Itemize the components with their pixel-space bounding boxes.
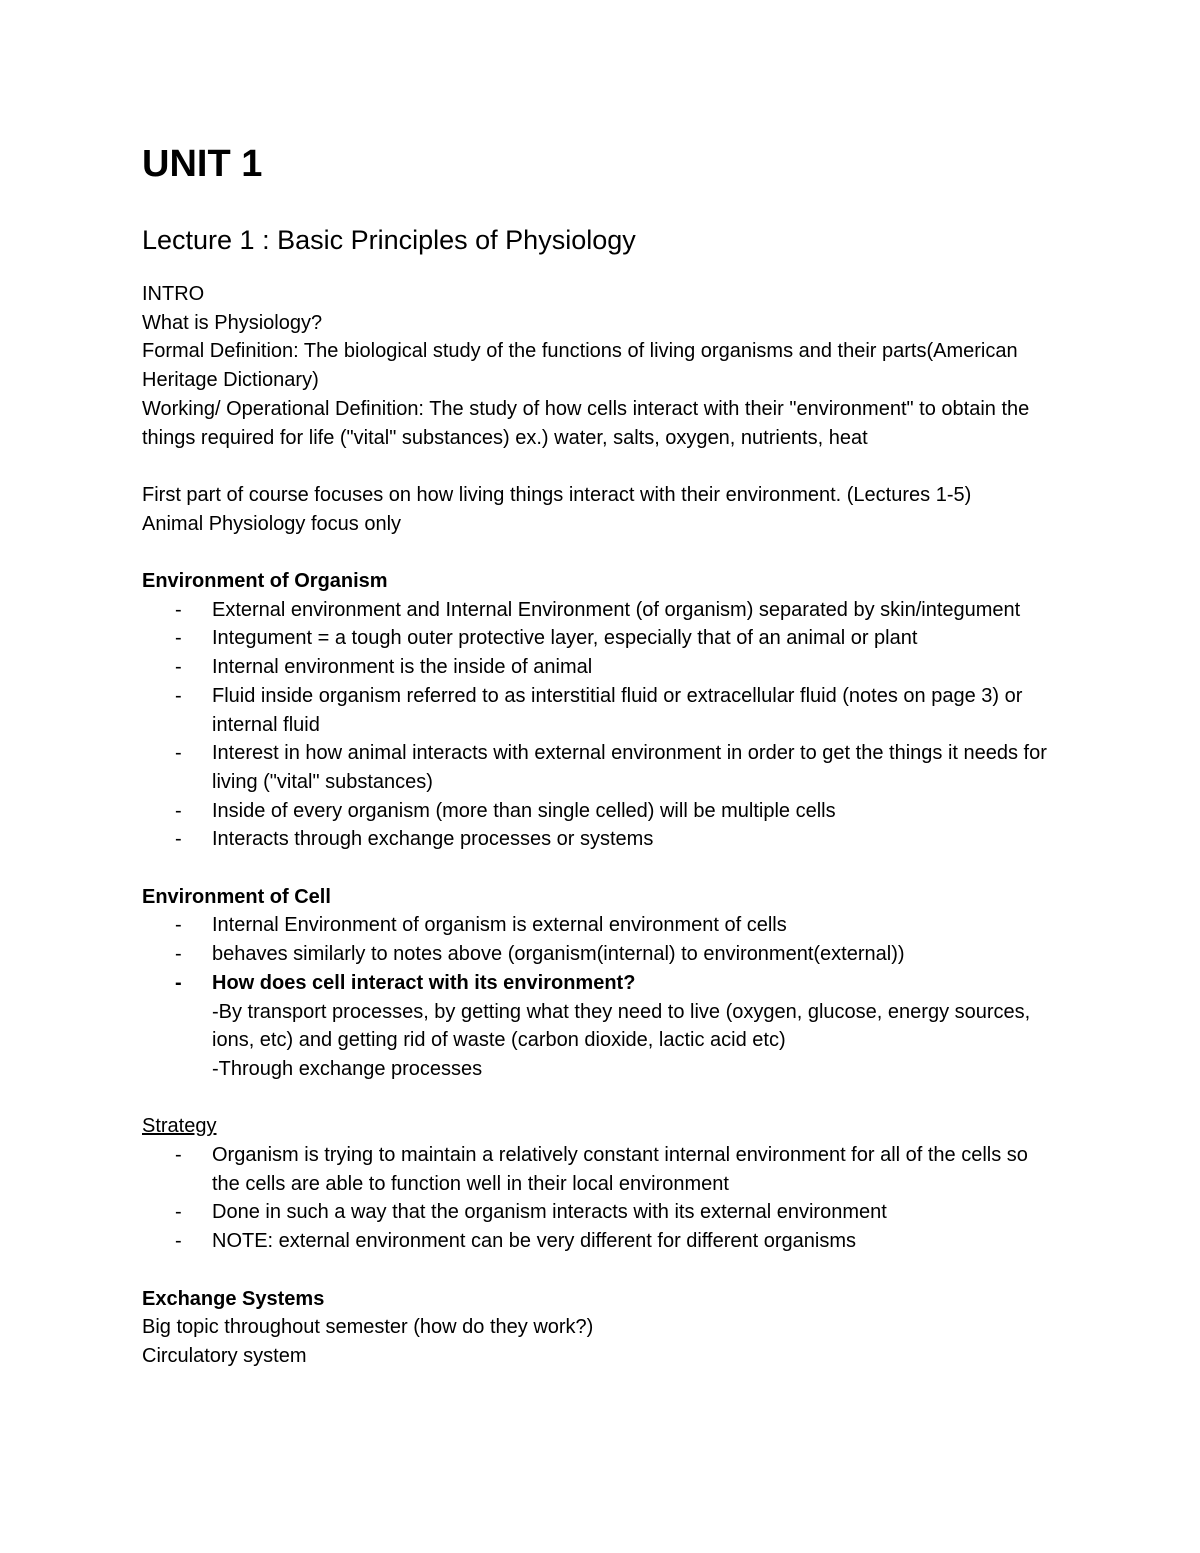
- list-item-text: Fluid inside organism referred to as interstitial fluid or extracellular fluid (notes on page 3) or internal fluid: [212, 684, 1023, 736]
- environment-organism-section: [142, 567, 1052, 854]
- list-item: [142, 911, 1052, 940]
- dash-bullet: -: [175, 943, 182, 966]
- dash-bullet: -: [175, 914, 182, 937]
- formal-definition: Formal Definition: The biological study of the functions of living organisms and their parts(American Heritage Dictionary): [142, 340, 1018, 392]
- section-heading: Strategy: [142, 1115, 217, 1138]
- list-item-question: [142, 969, 1052, 1084]
- body-line: Circulatory system: [142, 1344, 307, 1367]
- dash-bullet: -: [175, 684, 182, 707]
- list-item-text: Internal Environment of organism is external environment of cells: [212, 914, 787, 937]
- dash-bullet: -: [175, 1201, 182, 1224]
- list-item-text: Interest in how animal interacts with external environment in order to get the things it needs for living ("vital" substances): [212, 742, 1047, 793]
- course-focus-line: Animal Physiology focus only: [142, 512, 402, 535]
- course-focus-line: First part of course focuses on how living things interact with their environment. (Lectures 1-5): [142, 483, 972, 506]
- answer-line: -By transport processes, by getting what they need to live (oxygen, glucose, energy sources, ions, etc) and getting rid of waste (carbon dioxide, lactic acid etc): [212, 1000, 1031, 1052]
- list-item: [142, 825, 1052, 854]
- list-item-text: Done in such a way that the organism interacts with its external environment: [212, 1201, 887, 1224]
- dash-bullet: -: [175, 627, 182, 650]
- list-item-text: Internal environment is the inside of animal: [212, 656, 593, 679]
- list-item: [142, 797, 1052, 826]
- exchange-systems-section: [142, 1285, 1052, 1371]
- dash-bullet: -: [175, 799, 182, 822]
- list-item: [142, 1227, 1052, 1256]
- dash-bullet: -: [175, 742, 182, 765]
- list-item-text: behaves similarly to notes above (organism(internal) to environment(external)): [212, 943, 905, 966]
- list-item-text: External environment and Internal Environment (of organism) separated by skin/integument: [212, 598, 1021, 621]
- body-line: Big topic throughout semester (how do they work?): [142, 1316, 594, 1339]
- list-item-text: Integument = a tough outer protective layer, especially that of an animal or plant: [212, 627, 918, 650]
- bullet-list: [142, 596, 1052, 854]
- list-item: [142, 624, 1052, 653]
- dash-bullet: -: [175, 598, 182, 621]
- bullet-list: [142, 1141, 1052, 1256]
- section-heading: Environment of Cell: [142, 885, 331, 908]
- dash-bullet: -: [175, 656, 182, 679]
- list-item: [142, 739, 1052, 796]
- question-text: How does cell interact with its environment?: [212, 971, 636, 994]
- section-heading: Exchange Systems: [142, 1287, 325, 1310]
- list-item-text: Inside of every organism (more than single celled) will be multiple cells: [212, 799, 836, 822]
- unit-title: UNIT 1: [142, 143, 263, 185]
- list-item-text: NOTE: external environment can be very different for different organisms: [212, 1230, 857, 1253]
- list-item: [142, 653, 1052, 682]
- intro-question: What is Physiology?: [142, 311, 323, 334]
- list-item: [142, 1198, 1052, 1227]
- list-item: [142, 596, 1052, 625]
- list-item-text: Organism is trying to maintain a relatively constant internal environment for all of the cells so the cells are able to function well in their local environment: [212, 1144, 1028, 1195]
- dash-bullet: -: [175, 1230, 182, 1253]
- dash-bullet: -: [175, 1144, 182, 1167]
- intro-section: [142, 280, 1052, 452]
- lecture-title: Lecture 1 : Basic Principles of Physiology: [142, 225, 636, 255]
- bullet-list: [142, 911, 1052, 1083]
- document-page: [142, 140, 1052, 1371]
- environment-cell-section: [142, 883, 1052, 1084]
- dash-bullet: -: [175, 828, 182, 851]
- list-item: [142, 1141, 1052, 1198]
- section-heading: Environment of Organism: [142, 570, 388, 592]
- course-focus-section: [142, 481, 1052, 538]
- list-item: [142, 940, 1052, 969]
- answer-line: -Through exchange processes: [212, 1057, 483, 1080]
- list-item-text: Interacts through exchange processes or systems: [212, 828, 654, 851]
- operational-definition: Working/ Operational Definition: The study of how cells interact with their "environment" to obtain the things required for life ("vital" substances) ex.) water, salts, oxygen, nutrients, heat: [142, 397, 1030, 449]
- strategy-section: [142, 1112, 1052, 1256]
- list-item: [142, 682, 1052, 739]
- intro-heading: INTRO: [142, 283, 205, 305]
- dash-bullet: -: [175, 971, 182, 994]
